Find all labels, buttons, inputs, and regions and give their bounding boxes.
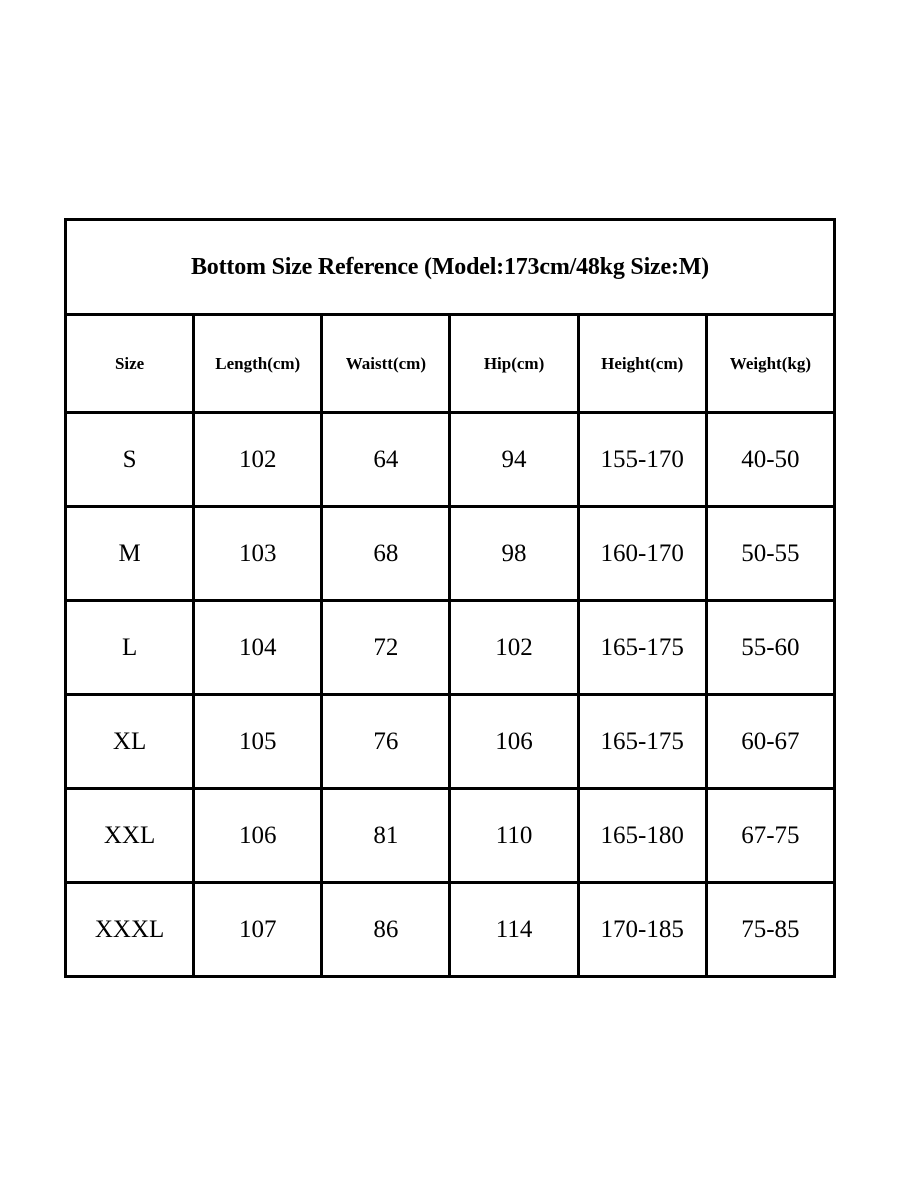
cell-height: 155-170 [578, 413, 706, 507]
cell-hip: 102 [450, 601, 578, 695]
cell-weight: 75-85 [706, 883, 834, 977]
header-row [66, 315, 835, 413]
cell-height: 165-175 [578, 695, 706, 789]
cell-height: 165-180 [578, 789, 706, 883]
column-header-height: Height(cm) [578, 315, 706, 413]
cell-waist: 81 [322, 789, 450, 883]
table-row-m [66, 507, 835, 601]
column-header-length: Length(cm) [194, 315, 322, 413]
cell-hip: 94 [450, 413, 578, 507]
cell-waist: 76 [322, 695, 450, 789]
cell-height: 165-175 [578, 601, 706, 695]
column-header-waist: Waistt(cm) [322, 315, 450, 413]
cell-hip: 98 [450, 507, 578, 601]
cell-size: XL [66, 695, 194, 789]
table-title: Bottom Size Reference (Model:173cm/48kg Size:M) [66, 220, 835, 315]
cell-size: L [66, 601, 194, 695]
cell-waist: 68 [322, 507, 450, 601]
title-row [66, 220, 835, 315]
table-row-l [66, 601, 835, 695]
table-row-xxl [66, 789, 835, 883]
column-header-weight: Weight(kg) [706, 315, 834, 413]
cell-size: M [66, 507, 194, 601]
cell-size: S [66, 413, 194, 507]
cell-weight: 55-60 [706, 601, 834, 695]
cell-weight: 67-75 [706, 789, 834, 883]
table-row-xl [66, 695, 835, 789]
cell-hip: 106 [450, 695, 578, 789]
cell-weight: 50-55 [706, 507, 834, 601]
cell-height: 160-170 [578, 507, 706, 601]
size-chart-table [64, 218, 836, 978]
cell-length: 106 [194, 789, 322, 883]
cell-length: 104 [194, 601, 322, 695]
cell-size: XXXL [66, 883, 194, 977]
cell-length: 103 [194, 507, 322, 601]
cell-weight: 60-67 [706, 695, 834, 789]
cell-waist: 64 [322, 413, 450, 507]
cell-size: XXL [66, 789, 194, 883]
cell-length: 102 [194, 413, 322, 507]
table-row-s [66, 413, 835, 507]
cell-length: 107 [194, 883, 322, 977]
cell-waist: 86 [322, 883, 450, 977]
table-row-xxxl [66, 883, 835, 977]
cell-waist: 72 [322, 601, 450, 695]
cell-length: 105 [194, 695, 322, 789]
cell-hip: 114 [450, 883, 578, 977]
cell-weight: 40-50 [706, 413, 834, 507]
cell-height: 170-185 [578, 883, 706, 977]
column-header-size: Size [66, 315, 194, 413]
cell-hip: 110 [450, 789, 578, 883]
column-header-hip: Hip(cm) [450, 315, 578, 413]
